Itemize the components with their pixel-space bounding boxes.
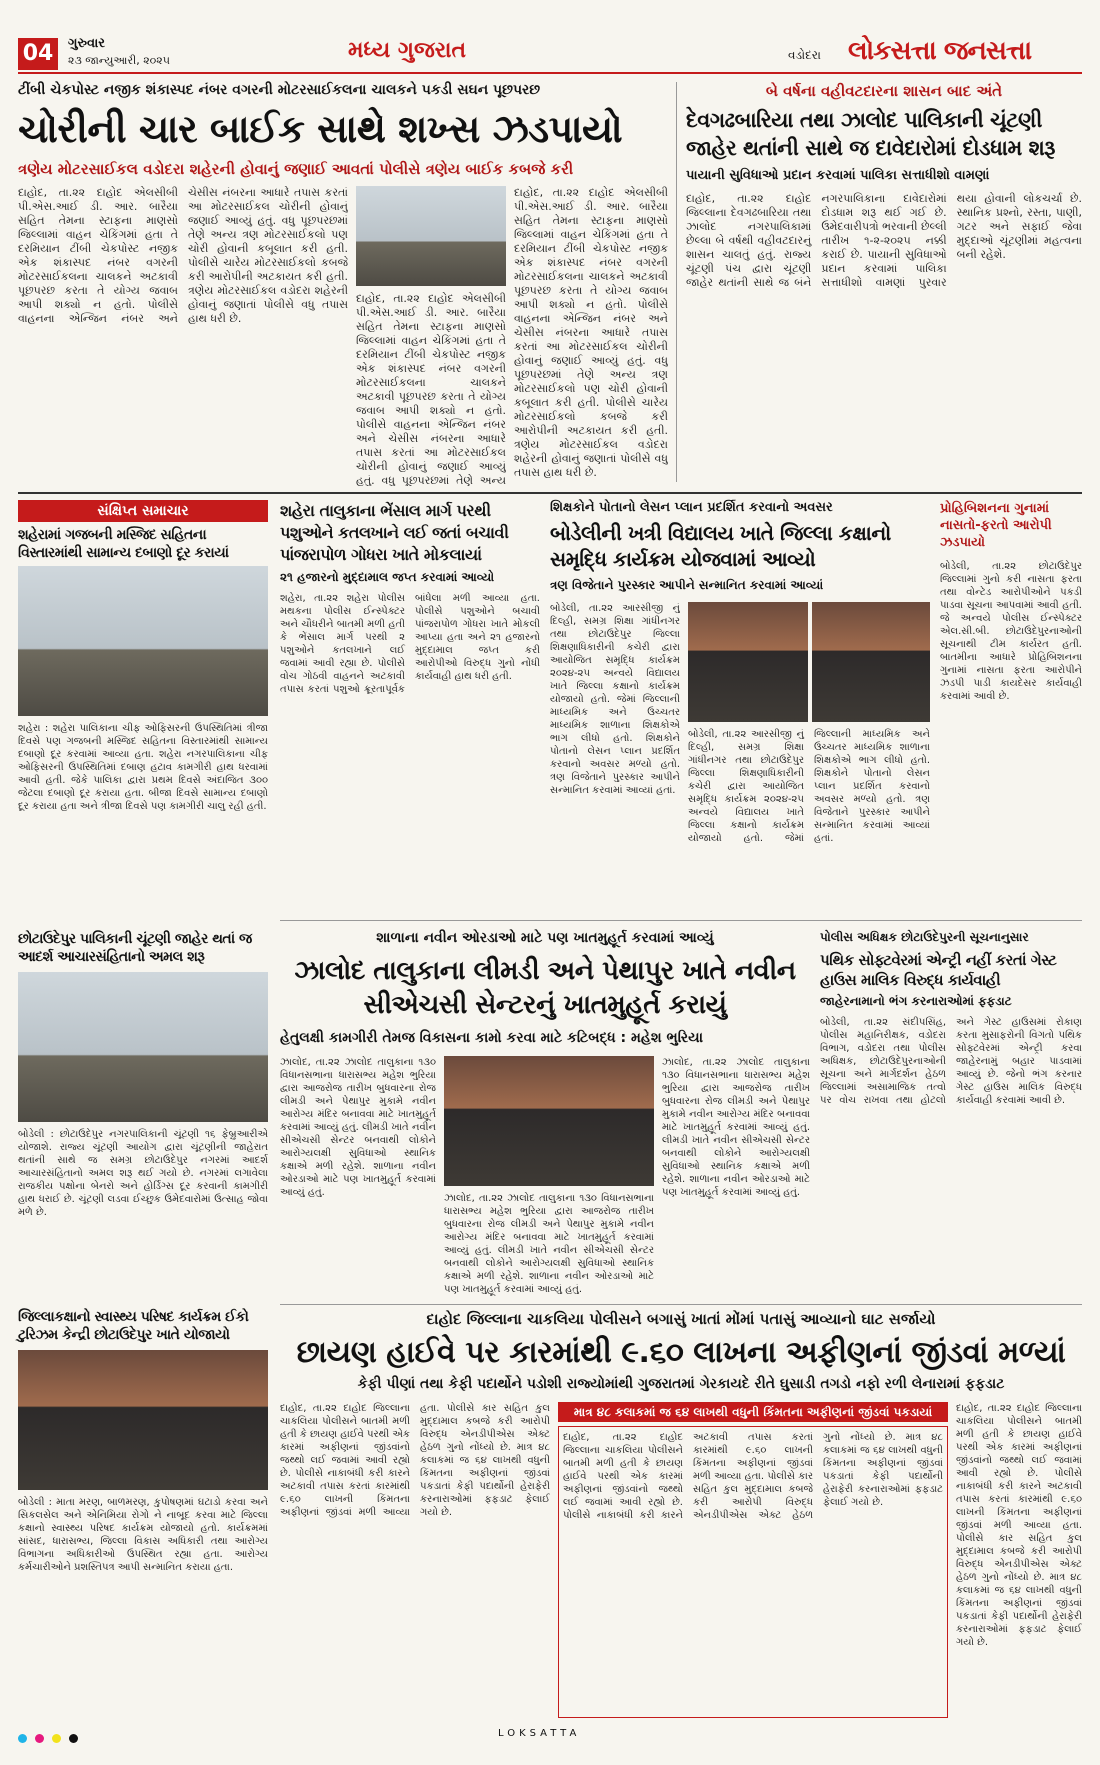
edition-city: વડોદરા (788, 48, 821, 62)
story1-kicker: ટીંબી ચેકપોસ્ટ નજીક શંકાસ્પદ નંબર વગરની મોટરસાઈકલના ચાલકને પકડી સઘન પૂછપરછ (18, 82, 541, 98)
story10-subhead: કેફી પીણાં તથા કેફી પદાર્થોને પડોશી રાજ્યોમાંથી ગુજરાતમાં ગેરકાયદે રીતે ઘુસાડી તગડો નફો રળી લેનારામાં ફફડાટ (357, 1376, 1005, 1392)
black-dot (69, 1734, 78, 1743)
story9-subhead: જાહેરનામાનો ભંગ કરનારાઓમાં ફફડાટ (820, 994, 1012, 1008)
story4-photo-left (688, 602, 808, 722)
column-divider (676, 82, 677, 482)
story8-headline: ઝાલોદ તાલુકાના લીમડી અને પેથાપુર ખાતે નવીન સીએચસી સેન્ટરનું ખાતમુહૂર્ત કરાયું (294, 956, 796, 1020)
story10-body: દાહોદ, તા.૨૨ દાહોદ જિલ્લાના ચાકલિયા પોલીસને બાતમી મળી હતી કે છાયણ હાઈવે પરથી એક કારમાં અફીણનાં જીંડવાંનો જથ્થો લઈ જવામાં આવી રહ્યો છે. પોલીસે નાકાબંધી કરી કારને અટકાવી તપાસ કરતાં કારમાંથી ૯.૬૦ લાખની કિંમતના અફીણનાં જીંડવાં મળી આવ્યા હતા. પોલીસે કાર સહિત કુલ મુદ્દામાલ કબજે કરી આરોપી વિરુદ્ધ એનડીપીએસ એક્ટ હેઠળ ગુનો નોંધ્યો છે. માત્ર ૪૮ કલાકમાં જ ૬૪ લાખથી વધુની કિંમતના અફીણનાં જીંડવાં પકડાતાં કેફી પદાર્થોની હેરાફેરી કરનારાઓમાં ફફડાટ ફેલાઈ ગયો છે. (280, 1403, 550, 1518)
footer-center-text: LOKSATTA (498, 1728, 581, 1739)
brief-label: સંક્ષિપ્ત સમાચાર (18, 500, 268, 522)
story10-box-body: દાહોદ, તા.૨૨ દાહોદ જિલ્લાના ચાકલિયા પોલીસને બાતમી મળી હતી કે છાયણ હાઈવે પરથી એક કારમાં અફીણનાં જીંડવાંનો જથ્થો લઈ જવામાં આવી રહ્યો છે. પોલીસે નાકાબંધી કરી કારને અટકાવી તપાસ કરતાં કારમાંથી ૯.૬૦ લાખની કિંમતના અફીણનાં જીંડવાં મળી આવ્યા હતા. પોલીસે કાર સહિત કુલ મુદ્દામાલ કબજે કરી આરોપી વિરુદ્ધ એનડીપીએસ એક્ટ હેઠળ ગુનો નોંધ્યો છે. માત્ર ૪૮ કલાકમાં જ ૬૪ લાખથી વધુની કિંમતના અફીણનાં જીંડવાં પકડાતાં કેફી પદાર્થોની હેરાફેરી કરનારાઓમાં ફફડાટ ફેલાઈ ગયો છે. (558, 1426, 948, 1718)
brief-headline: શહેરામાં ગજબની મસ્જિદ સહિતના વિસ્તારમાંથી સામાન્ય દબાણો દૂર કરાયાં (18, 527, 229, 561)
story1-headline: ચોરીની ચાર બાઈક સાથે શખ્સ ઝડપાયો (18, 107, 623, 151)
story2-kicker: બે વર્ષના વહીવટદારના શાસન બાદ અંતે (765, 82, 1003, 100)
cyan-dot (18, 1734, 27, 1743)
story9-body: બોડેલી, તા.૨૨ સંદીપસિંહ, પોલીસ મહાનિરીક્ષક, વડોદરા વિભાગ, વડોદરા તથા પોલીસ અધિક્ષક, છોટાઉદેપુરનાઓની સૂચના અને માર્ગદર્શન હેઠળ જિલ્લામાં અસામાજિક તત્વો પર વોચ રાખવા તથા હોટલો અને ગેસ્ટ હાઉસમાં રોકાણ કરતા મુસાફરોની વિગતો પથિક સોફ્ટવેરમાં એન્ટ્રી કરવા જાહેરનામું બહાર પાડવામાં આવ્યું છે. જેનો ભંગ કરનાર ગેસ્ટ હાઉસ માલિક વિરુદ્ધ કાર્યવાહી કરવામાં આવી છે. (820, 1017, 1082, 1106)
story9-kicker: પોલીસ અધિક્ષક છોટાઉદેપુરની સૂચનાનુસાર (820, 930, 1029, 944)
story2-headline: દેવગઢબારિયા તથા ઝાલોદ પાલિકાની ચૂંટણી જાહેર થતાંની સાથે જ દાવેદારોમાં દોડધામ શરૂ (686, 108, 1055, 160)
story7-body: બોડેલી : માતા મરણ, બાળમરણ, કુપોષણમાં ઘટાડો કરવા અને સિકલસેલ અને એનિમિયા રોગો ને નાબૂદ કરવા માટે જિલ્લા કક્ષાનો સ્વાસ્થ્ય પરિષદ કાર્યક્રમ યોજાયો હતો. કાર્યક્રમમાં સાંસદ, ધારાસભ્ય, જિલ્લા વિકાસ અધિકારી તથા આરોગ્ય વિભાગના અધિકારીઓ ઉપસ્થિત રહ્યા હતા. આરોગ્ય કર્મચારીઓને પ્રશસ્તિપત્ર આપી સન્માનિત કરાયા હતા. (18, 1497, 268, 1573)
story7-headline: જિલ્લાકક્ષાનો સ્વાસ્થ્ય પરિષદ કાર્યક્રમ ઈકો ટુરિઝમ કેન્દ્રી છોટાઉદેપુર ખાતે યોજાયો (18, 1309, 249, 1343)
story1-subhead: ત્રણેય મોટરસાઈકલ વડોદરા શહેરની હોવાનું જણાઈ આવતાં પોલીસે ત્રણેય બાઈક કબજે કરી (18, 160, 574, 178)
story6-photo-building (18, 972, 268, 1122)
brief-photo-demolition (18, 566, 268, 716)
story6-headline: છોટાઉદેપુર પાલિકાની ચૂંટણી જાહેર થતાં જ આદર્શ આચારસંહિતાનો અમલ શરૂ (18, 931, 252, 965)
section-divider-2 (280, 920, 1082, 921)
story8-body-col3: ઝાલોદ, તા.૨૨ ઝાલોદ તાલુકાના ૧૩૦ વિધાનસભાના ધારાસભ્ય મહેશ ભુરિયા દ્વારા આજરોજ તારીખ બુધવારના રોજ લીમડી અને પેથાપુર મુકામે નવીન આરોગ્ય મંદિર બનાવવા માટે ખાતમુહૂર્ત કરવામાં આવ્યું હતું. લીમડી ખાતે નવીન સીએચસી સેન્ટર બનવાથી લોકોને આરોગ્યલક્ષી સુવિધાઓ સ્થાનિક કક્ષાએ મળી રહેશે. શાળાના નવીન ઓરડાઓ માટે પણ ખાતમુહૂર્ત કરવામાં આવ્યું હતું. (662, 1057, 810, 1198)
section-title: મધ્ય ગુજરાત (348, 38, 467, 63)
story3-headline: શહેરા તાલુકાના ભેંસાલ માર્ગ પરથી પશુઓને કતલખાને લઈ જતાં બચાવી પાંજરાપોળ ગોધરા ખાતે મોકલાયાં (280, 501, 509, 564)
story10-kicker: દાહોદ જિલ્લાના ચાકલિયા પોલીસને બગાસું ખાતાં મોંમાં પતાસું આવ્યાનો ઘાટ સર્જાયો (426, 1310, 936, 1328)
story8-subhead: હેતુલક્ષી કામગીરી તેમજ વિકાસના કામો કરવા માટે કટિબદ્ધ : મહેશ ભુરિયા (280, 1030, 704, 1046)
print-color-strip (18, 1728, 1082, 1742)
story3-subhead: ૨૧ હજારનો મુદ્દામાલ જપ્ત કરવામાં આવ્યો (280, 570, 495, 584)
story4-body-cont: બોડેલી, તા.૨૨ આરસીજી નું દિલ્હી, સમગ્ર શિક્ષા ગાંધીનગર તથા છોટાઉદેપુર જિલ્લા શિક્ષણાધિકારીની કચેરી દ્વારા આયોજિત સમૃદ્ધિ કાર્યક્રમ ૨૦૨૪-૨૫ અન્વયે વિદ્યાલય ખાતે જિલ્લા કક્ષાનો કાર્યક્રમ યોજાયો હતો. જેમાં જિલ્લાની માધ્યમિક અને ઉચ્ચતર માધ્યમિક શાળાના શિક્ષકોએ ભાગ લીધો હતો. શિક્ષકોને પોતાનો લેસન પ્લાન પ્રદર્શિત કરવાનો અવસર મળ્યો હતો. ત્રણ વિજેતાને પુરસ્કાર આપીને સન્માનિત કરવામાં આવ્યાં હતાં. (688, 729, 930, 844)
story2-body: દાહોદ, તા.૨૨ દાહોદ જિલ્લાના દેવગઢબારિયા તથા ઝાલોદ નગરપાલિકામાં છેલ્લા બે વર્ષથી વહીવટદારનું શાસન ચાલતું હતું. રાજ્ય ચૂંટણી પંચ દ્વારા ચૂંટણી જાહેર થતાંની સાથે જ બંને નગરપાલિકાના દાવેદારોમાં દોડધામ શરૂ થઈ ગઈ છે. ઉમેદવારીપત્રો ભરવાની છેલ્લી તારીખ ૧-૨-૨૦૨૫ નક્કી કરાઈ છે. પાયાની સુવિધાઓ પ્રદાન કરવામાં પાલિકા સત્તાધીશો વામણાં પુરવાર થયા હોવાની લોકચર્ચા છે. સ્થાનિક પ્રશ્નો, રસ્તા, પાણી, ગટર અને સફાઈ જેવા મુદ્દાઓ ચૂંટણીમાં મહત્વના બની રહેશે. (686, 192, 1082, 289)
story8-photo-stage (444, 1056, 654, 1186)
story9-headline: પથિક સોફ્ટવેરમાં એન્ટ્રી નહીં કરતાં ગેસ્ટ હાઉસ માલિક વિરુદ્ધ કાર્યવાહી (820, 951, 1057, 989)
story1-body-cont: દાહોદ, તા.૨૨ દાહોદ એલસીબી પી.એસ.આઈ ડી. આર. બારૈયા સહિત તેમના સ્ટાફના માણસો જિલ્લામાં વાહન ચેકિંગમાં હતા તે દરમિયાન ટીંબી ચેકપોસ્ટ નજીક એક શંકાસ્પદ નંબર વગરની મોટરસાઈકલના ચાલકને અટકાવી પૂછપરછ કરતા તે યોગ્ય જવાબ આપી શક્યો ન હતો. પોલીસે વાહનના એન્જિન નંબર અને ચેસીસ નંબરના આધારે તપાસ કરતાં આ મોટરસાઈકલ ચોરીની હોવાનું જણાઈ આવ્યું હતું. વધુ પૂછપરછમાં તેણે અન્ય (356, 292, 506, 486)
story4-photo-right (812, 602, 930, 722)
magenta-dot (35, 1734, 44, 1743)
page-number: 04 (18, 38, 58, 70)
issue-date: ૨૩ જાન્યુઆરી, ૨૦૨૫ (68, 54, 170, 67)
story5-kicker: પ્રોહિબિશનના ગુનામાં નાસતો-ફરતો આરોપી ઝડપાયો (940, 501, 1052, 550)
brief-body: શહેરા : શહેરા પાલિકાના ચીફ ઓફિસરની ઉપસ્થિતિમાં ત્રીજા દિવસે પણ ગજબની મસ્જિદ સહિતના વિસ્તારમાંથી સામાન્ય દબાણો દૂર કરવામાં આવ્યા હતા. શહેરા નગરપાલિકાના ચીફ ઓફિસરની ઉપસ્થિતિમાં દબાણ હટાવ કામગીરી હાથ ધરવામાં આવી હતી. જેકે પાલિકા દ્વારા પ્રથમ દિવસે અંદાજિત ૩૦૦ જેટલા દબાણો દૂર કરાયા હતા. બીજા દિવસે સામાન્ય દબાણો દૂર કરાયા હતા અને ત્રીજા દિવસે પણ કામગીરી ચાલુ રહી હતી. (18, 723, 268, 812)
story6-body: બોડેલી : છોટાઉદેપુર નગરપાલિકાની ચૂંટણી ૧૬ ફેબ્રુઆરીએ યોજાશે. રાજ્ય ચૂંટણી આયોગ દ્વારા ચૂંટણીની જાહેરાત થતાંની સાથે જ સમગ્ર છોટાઉદેપુર નગરમાં આદર્શ આચારસંહિતાનો અમલ શરૂ થઈ ગયો છે. નગરમાં લગાવેલા રાજકીય પક્ષોના બેનરો અને હોર્ડિંગ્સ દૂર કરવાની કામગીરી હાથ ધરાઈ છે. ચૂંટણી લડવા ઈચ્છુક ઉમેદવારોમાં ઉત્સાહ જોવા મળે છે. (18, 1129, 268, 1218)
story10-headline: છાયણ હાઈવે પર કારમાંથી ૯.૬૦ લાખના અફીણનાં જીંડવાં મળ્યાં (296, 1335, 1066, 1370)
newspaper-logo: લોકસત્તા જનસત્તા (848, 36, 1032, 66)
story8-body: ઝાલોદ, તા.૨૨ ઝાલોદ તાલુકાના ૧૩૦ વિધાનસભાના ધારાસભ્ય મહેશ ભુરિયા દ્વારા આજરોજ તારીખ બુધવારના રોજ લીમડી અને પેથાપુર મુકામે નવીન આરોગ્ય મંદિર બનાવવા માટે ખાતમુહૂર્ત કરવામાં આવ્યું હતું. લીમડી ખાતે નવીન સીએચસી સેન્ટર બનવાથી લોકોને આરોગ્યલક્ષી સુવિધાઓ સ્થાનિક કક્ષાએ મળી રહેશે. શાળાના નવીન ઓરડાઓ માટે પણ ખાતમુહૂર્ત કરવામાં આવ્યું હતું. (280, 1057, 436, 1198)
section-divider (18, 492, 1082, 494)
story8-body-cont: ઝાલોદ, તા.૨૨ ઝાલોદ તાલુકાના ૧૩૦ વિધાનસભાના ધારાસભ્ય મહેશ ભુરિયા દ્વારા આજરોજ તારીખ બુધવારના રોજ લીમડી અને પેથાપુર મુકામે નવીન આરોગ્ય મંદિર બનાવવા માટે ખાતમુહૂર્ત કરવામાં આવ્યું હતું. લીમડી ખાતે નવીન સીએચસી સેન્ટર બનવાથી લોકોને આરોગ્યલક્ષી સુવિધાઓ સ્થાનિક કક્ષાએ મળી રહેશે. શાળાના નવીન ઓરડાઓ માટે પણ ખાતમુહૂર્ત કરવામાં આવ્યું હતું. (444, 1193, 654, 1295)
story4-kicker: શિક્ષકોને પોતાનો લેસન પ્લાન પ્રદર્શિત કરવાનો અવસર (550, 500, 833, 515)
story1-photo-bikes (356, 186, 506, 286)
story10-body-col4: દાહોદ, તા.૨૨ દાહોદ જિલ્લાના ચાકલિયા પોલીસને બાતમી મળી હતી કે છાયણ હાઈવે પરથી એક કારમાં અફીણનાં જીંડવાંનો જથ્થો લઈ જવામાં આવી રહ્યો છે. પોલીસે નાકાબંધી કરી કારને અટકાવી તપાસ કરતાં કારમાંથી ૯.૬૦ લાખની કિંમતના અફીણનાં જીંડવાં મળી આવ્યા હતા. પોલીસે કાર સહિત કુલ મુદ્દામાલ કબજે કરી આરોપી વિરુદ્ધ એનડીપીએસ એક્ટ હેઠળ ગુનો નોંધ્યો છે. માત્ર ૪૮ કલાકમાં જ ૬૪ લાખથી વધુની કિંમતના અફીણનાં જીંડવાં પકડાતાં કેફી પદાર્થોની હેરાફેરી કરનારાઓમાં ફફડાટ ફેલાઈ ગયો છે. (956, 1403, 1082, 1648)
story8-kicker: શાળાના નવીન ઓરડાઓ માટે પણ ખાતમુહૂર્ત કરવામાં આવ્યું (376, 930, 714, 946)
story5-body: બોડેલી, તા.૨૨ છોટાઉદેપુર જિલ્લામાં ગુનો કરી નાસતા ફરતા તથા વોન્ટેડ આરોપીઓને પકડી પાડવા સૂચના આપવામાં આવી હતી. જે અન્વયે પોલીસ ઈન્સ્પેક્ટર એલ.સી.બી. છોટાઉદેપુરનાઓની સૂચનાથી ટીમ કાર્યરત હતી. બાતમીના આધારે પ્રોહિબિશનના ગુનામાં નાસતા ફરતા આરોપીને ઝડપી પાડી કાયદેસર કાર્યવાહી કરવામાં આવી છે. (940, 561, 1082, 702)
yellow-dot (52, 1734, 61, 1743)
story7-photo-event (18, 1350, 268, 1490)
section-divider-3 (280, 1304, 1082, 1305)
story4-body: બોડેલી, તા.૨૨ આરસીજી નું દિલ્હી, સમગ્ર શિક્ષા ગાંધીનગર તથા છોટાઉદેપુર જિલ્લા શિક્ષણાધિકારીની કચેરી દ્વારા આયોજિત સમૃદ્ધિ કાર્યક્રમ ૨૦૨૪-૨૫ અન્વયે વિદ્યાલય ખાતે જિલ્લા કક્ષાનો કાર્યક્રમ યોજાયો હતો. જેમાં જિલ્લાની માધ્યમિક અને ઉચ્ચતર માધ્યમિક શાળાના શિક્ષકોએ ભાગ લીધો હતો. શિક્ષકોને પોતાનો લેસન પ્લાન પ્રદર્શિત કરવાનો અવસર મળ્યો હતો. ત્રણ વિજેતાને પુરસ્કાર આપીને સન્માનિત કરવામાં આવ્યાં હતાં. (550, 603, 680, 796)
story1-body-col3: દાહોદ, તા.૨૨ દાહોદ એલસીબી પી.એસ.આઈ ડી. આર. બારૈયા સહિત તેમના સ્ટાફના માણસો જિલ્લામાં વાહન ચેકિંગમાં હતા તે દરમિયાન ટીંબી ચેકપોસ્ટ નજીક એક શંકાસ્પદ નંબર વગરની મોટરસાઈકલના ચાલકને અટકાવી પૂછપરછ કરતા તે યોગ્ય જવાબ આપી શક્યો ન હતો. પોલીસે વાહનના એન્જિન નંબર અને ચેસીસ નંબરના આધારે તપાસ કરતાં આ મોટરસાઈકલ ચોરીની હોવાનું જણાઈ આવ્યું હતું. વધુ પૂછપરછમાં તેણે અન્ય ત્રણ મોટરસાઈકલો પણ ચોરી હોવાની કબૂલાત કરી હતી. પોલીસે ચારેય મોટરસાઈકલો કબજે કરી આરોપીની અટકાયત કરી હતી. ત્રણેય મોટરસાઈકલ વડોદરા શહેરની હોવાનું જણાતાં પોલીસે વધુ તપાસ હાથ ધરી છે. (514, 186, 668, 479)
masthead-bar (18, 34, 1082, 74)
story2-subhead: પાયાની સુવિધાઓ પ્રદાન કરવામાં પાલિકા સત્તાધીશો વામણાં (686, 168, 990, 183)
issue-day: ગુરુવાર (68, 36, 106, 51)
story4-subhead: ત્રણ વિજેતાને પુરસ્કાર આપીને સન્માનિત કરવામાં આવ્યાં (550, 578, 824, 592)
story10-box-title: માત્ર ૪૮ કલાકમાં જ ૬૪ લાખથી વધુની કિંમતના અફીણનાં જીંડવાં પકડાયાં (558, 1402, 948, 1422)
story4-headline: બોડેલીની ખત્રી વિદ્યાલય ખાતે જિલ્લા કક્ષાનો સમૃદ્ધિ કાર્યક્રમ યોજવામાં આવ્યો (550, 521, 891, 571)
story3-body: શહેરા, તા.૨૨ શહેરા પોલીસ મથકના પોલીસ ઈન્સ્પેક્ટર અને ચૌધરીને બાતમી મળી હતી કે ભેંસાલ માર્ગ પરથી ૨ પશુઓને કતલખાને લઈ જવામાં આવી રહ્યા છે. પોલીસે વોચ ગોઠવી વાહનને અટકાવી તપાસ કરતાં પશુઓ ક્રૂરતાપૂર્વક બાંધેલા મળી આવ્યા હતા. પોલીસે પશુઓને બચાવી પાંજરાપોળ ગોધરા ખાતે મોકલી આપ્યા હતા અને ૨૧ હજારનો મુદ્દામાલ જપ્ત કરી આરોપીઓ વિરુદ્ધ ગુનો નોંધી કાર્યવાહી હાથ ધરી હતી. (280, 593, 540, 695)
story1-body: દાહોદ, તા.૨૨ દાહોદ એલસીબી પી.એસ.આઈ ડી. આર. બારૈયા સહિત તેમના સ્ટાફના માણસો જિલ્લામાં વાહન ચેકિંગમાં હતા તે દરમિયાન ટીંબી ચેકપોસ્ટ નજીક એક શંકાસ્પદ નંબર વગરની મોટરસાઈકલના ચાલકને અટકાવી પૂછપરછ કરતા તે યોગ્ય જવાબ આપી શક્યો ન હતો. પોલીસે વાહનના એન્જિન નંબર અને ચેસીસ નંબરના આધારે તપાસ કરતાં આ મોટરસાઈકલ ચોરીની હોવાનું જણાઈ આવ્યું હતું. વધુ પૂછપરછમાં તેણે અન્ય ત્રણ મોટરસાઈકલો પણ ચોરી હોવાની કબૂલાત કરી હતી. પોલીસે ચારેય મોટરસાઈકલો કબજે કરી આરોપીની અટકાયત કરી હતી. ત્રણેય મોટરસાઈકલ વડોદરા શહેરની હોવાનું જણાતાં પોલીસે વધુ તપાસ હાથ ધરી છે. (18, 186, 348, 325)
